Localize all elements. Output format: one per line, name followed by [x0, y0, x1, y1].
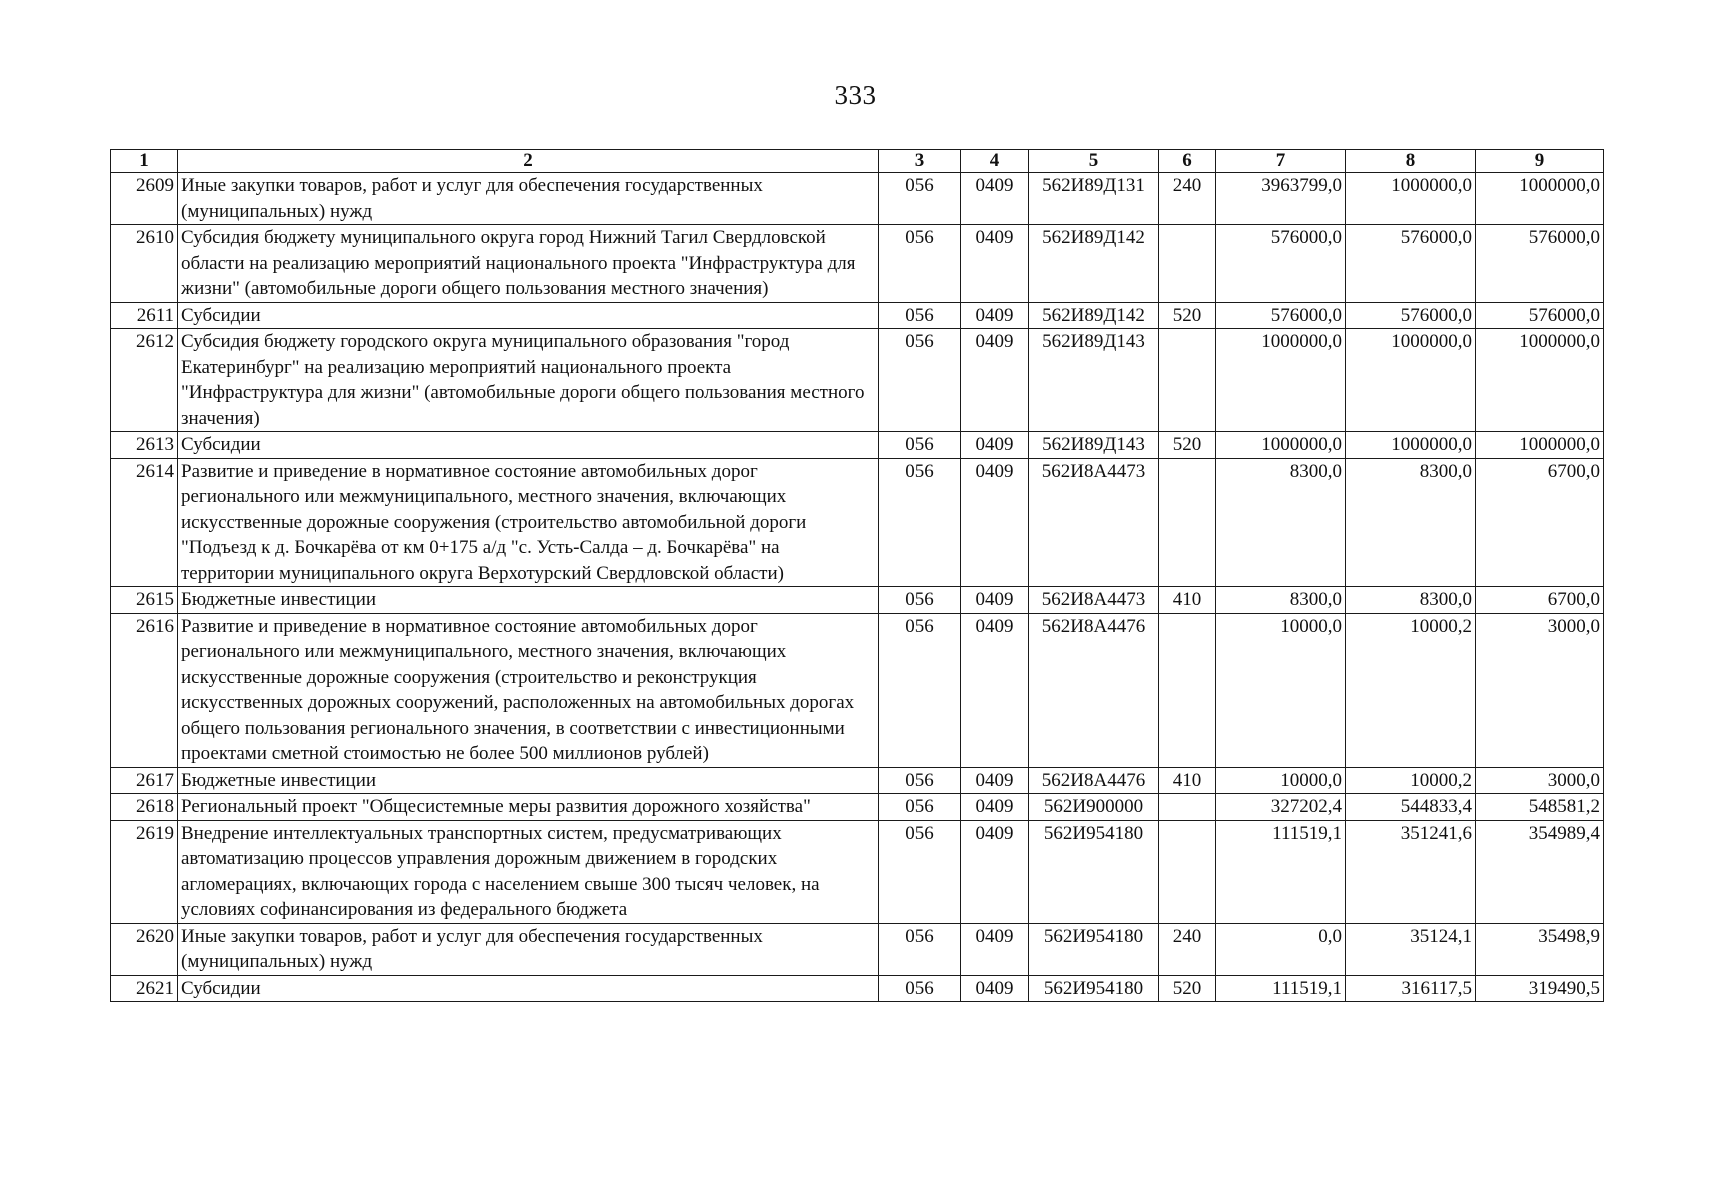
row-col6: [1159, 794, 1216, 821]
row-amount-8: 576000,0: [1346, 302, 1476, 329]
row-col6: [1159, 458, 1216, 587]
row-description: Субсидии: [178, 302, 879, 329]
row-amount-9: 319490,5: [1476, 975, 1604, 1002]
header-row: [111, 150, 1604, 173]
row-col5: 562И89Д143: [1029, 432, 1159, 459]
table-row: [111, 820, 1604, 923]
row-col5: 562И89Д131: [1029, 173, 1159, 225]
row-amount-8: 351241,6: [1346, 820, 1476, 923]
row-col3: 056: [879, 587, 961, 614]
row-col6: 410: [1159, 587, 1216, 614]
row-col5: 562И8А4473: [1029, 587, 1159, 614]
row-amount-9: 3000,0: [1476, 767, 1604, 794]
row-amount-9: 6700,0: [1476, 458, 1604, 587]
row-amount-8: 576000,0: [1346, 225, 1476, 303]
table-row: [111, 173, 1604, 225]
row-amount-7: 0,0: [1216, 923, 1346, 975]
row-amount-7: 327202,4: [1216, 794, 1346, 821]
row-description: Бюджетные инвестиции: [178, 587, 879, 614]
table-row: [111, 923, 1604, 975]
row-number: 2613: [111, 432, 178, 459]
row-number: 2614: [111, 458, 178, 587]
row-col4: 0409: [961, 458, 1029, 587]
row-col3: 056: [879, 173, 961, 225]
row-col5: 562И954180: [1029, 820, 1159, 923]
row-amount-9: 1000000,0: [1476, 432, 1604, 459]
column-header: 1: [111, 150, 178, 173]
row-amount-7: 1000000,0: [1216, 329, 1346, 432]
row-col6: 240: [1159, 923, 1216, 975]
row-description: Развитие и приведение в нормативное состояние автомобильных дорог регионального или межмуниципального, местного значения, включающих искусственные дорожные сооружения (строительство и реконструкция искусственных дорожных сооружений, расположенных на автомобильных дорогах общего пользования регионального значения, в соответствии с инвестиционными проектами сметной стоимостью не более 500 миллионов рублей): [178, 613, 879, 767]
row-amount-7: 3963799,0: [1216, 173, 1346, 225]
row-amount-7: 576000,0: [1216, 302, 1346, 329]
row-col5: 562И8А4476: [1029, 613, 1159, 767]
row-amount-8: 10000,2: [1346, 613, 1476, 767]
row-amount-8: 1000000,0: [1346, 329, 1476, 432]
table-row: [111, 767, 1604, 794]
row-amount-8: 544833,4: [1346, 794, 1476, 821]
row-col3: 056: [879, 794, 961, 821]
row-amount-7: 8300,0: [1216, 458, 1346, 587]
row-amount-8: 1000000,0: [1346, 173, 1476, 225]
row-col4: 0409: [961, 767, 1029, 794]
row-amount-7: 1000000,0: [1216, 432, 1346, 459]
row-col5: 562И954180: [1029, 923, 1159, 975]
row-col3: 056: [879, 820, 961, 923]
row-amount-7: 10000,0: [1216, 613, 1346, 767]
row-col3: 056: [879, 329, 961, 432]
column-header: 7: [1216, 150, 1346, 173]
row-col5: 562И8А4476: [1029, 767, 1159, 794]
row-amount-8: 316117,5: [1346, 975, 1476, 1002]
row-col5: 562И8А4473: [1029, 458, 1159, 587]
row-col3: 056: [879, 975, 961, 1002]
row-col4: 0409: [961, 225, 1029, 303]
row-description: Развитие и приведение в нормативное состояние автомобильных дорог регионального или межмуниципального, местного значения, включающих искусственные дорожные сооружения (строительство автомобильной дороги "Подъезд к д. Бочкарёва от км 0+175 а/д "с. Усть-Салда – д. Бочкарёва" на территории муниципального округа Верхотурский Свердловской области): [178, 458, 879, 587]
row-amount-9: 1000000,0: [1476, 329, 1604, 432]
row-col6: [1159, 613, 1216, 767]
table-row: [111, 225, 1604, 303]
row-amount-7: 111519,1: [1216, 820, 1346, 923]
column-header: 3: [879, 150, 961, 173]
column-header: 5: [1029, 150, 1159, 173]
row-amount-7: 10000,0: [1216, 767, 1346, 794]
row-number: 2621: [111, 975, 178, 1002]
row-amount-9: 576000,0: [1476, 225, 1604, 303]
row-number: 2617: [111, 767, 178, 794]
row-description: Бюджетные инвестиции: [178, 767, 879, 794]
row-description: Субсидия бюджету городского округа муниципального образования "город Екатеринбург" на реализацию мероприятий национального проекта "Инфраструктура для жизни" (автомобильные дороги общего пользования местного значения): [178, 329, 879, 432]
row-col6: [1159, 329, 1216, 432]
row-col4: 0409: [961, 302, 1029, 329]
row-description: Субсидии: [178, 432, 879, 459]
row-col4: 0409: [961, 587, 1029, 614]
row-col3: 056: [879, 767, 961, 794]
row-number: 2618: [111, 794, 178, 821]
row-amount-8: 35124,1: [1346, 923, 1476, 975]
row-amount-7: 111519,1: [1216, 975, 1346, 1002]
row-col6: 240: [1159, 173, 1216, 225]
row-col3: 056: [879, 225, 961, 303]
row-col6: [1159, 225, 1216, 303]
row-col3: 056: [879, 923, 961, 975]
row-description: Субсидии: [178, 975, 879, 1002]
row-amount-9: 1000000,0: [1476, 173, 1604, 225]
row-amount-8: 10000,2: [1346, 767, 1476, 794]
table-row: [111, 458, 1604, 587]
column-header: 9: [1476, 150, 1604, 173]
row-description: Региональный проект "Общесистемные меры развития дорожного хозяйства": [178, 794, 879, 821]
table-row: [111, 975, 1604, 1002]
page-number: 333: [834, 80, 877, 110]
row-col4: 0409: [961, 975, 1029, 1002]
table-row: [111, 794, 1604, 821]
row-col5: 562И954180: [1029, 975, 1159, 1002]
row-number: 2616: [111, 613, 178, 767]
row-col3: 056: [879, 302, 961, 329]
row-col6: 520: [1159, 302, 1216, 329]
row-col5: 562И89Д142: [1029, 302, 1159, 329]
row-col3: 056: [879, 458, 961, 587]
row-amount-9: 6700,0: [1476, 587, 1604, 614]
row-col4: 0409: [961, 329, 1029, 432]
row-amount-9: 576000,0: [1476, 302, 1604, 329]
row-col4: 0409: [961, 820, 1029, 923]
row-amount-7: 576000,0: [1216, 225, 1346, 303]
table-body: [111, 173, 1604, 1002]
row-amount-7: 8300,0: [1216, 587, 1346, 614]
row-col5: 562И89Д142: [1029, 225, 1159, 303]
row-col5: 562И900000: [1029, 794, 1159, 821]
row-amount-8: 8300,0: [1346, 458, 1476, 587]
row-amount-9: 35498,9: [1476, 923, 1604, 975]
row-col5: 562И89Д143: [1029, 329, 1159, 432]
table-row: [111, 329, 1604, 432]
row-number: 2610: [111, 225, 178, 303]
row-col4: 0409: [961, 613, 1029, 767]
row-amount-8: 1000000,0: [1346, 432, 1476, 459]
row-number: 2609: [111, 173, 178, 225]
table-row: [111, 432, 1604, 459]
row-description: Внедрение интеллектуальных транспортных систем, предусматривающих автоматизацию процессов управления дорожным движением в городских агломерациях, включающих города с населением свыше 300 тысяч человек, на условиях софинансирования из федерального бюджета: [178, 820, 879, 923]
row-col6: [1159, 820, 1216, 923]
row-amount-8: 8300,0: [1346, 587, 1476, 614]
table-row: [111, 613, 1604, 767]
row-number: 2619: [111, 820, 178, 923]
row-number: 2611: [111, 302, 178, 329]
row-description: Субсидия бюджету муниципального округа город Нижний Тагил Свердловской области на реализацию мероприятий национального проекта "Инфраструктура для жизни" (автомобильные дороги общего пользования местного значения): [178, 225, 879, 303]
row-amount-9: 3000,0: [1476, 613, 1604, 767]
row-amount-9: 354989,4: [1476, 820, 1604, 923]
table-row: [111, 302, 1604, 329]
column-header: 2: [178, 150, 879, 173]
row-col6: 520: [1159, 432, 1216, 459]
column-header: 6: [1159, 150, 1216, 173]
row-number: 2615: [111, 587, 178, 614]
table-row: [111, 587, 1604, 614]
row-description: Иные закупки товаров, работ и услуг для обеспечения государственных (муниципальных) нужд: [178, 173, 879, 225]
row-col4: 0409: [961, 173, 1029, 225]
row-col6: 520: [1159, 975, 1216, 1002]
row-col4: 0409: [961, 794, 1029, 821]
column-header: 8: [1346, 150, 1476, 173]
row-number: 2620: [111, 923, 178, 975]
row-col3: 056: [879, 432, 961, 459]
row-amount-9: 548581,2: [1476, 794, 1604, 821]
row-col3: 056: [879, 613, 961, 767]
column-header: 4: [961, 150, 1029, 173]
row-description: Иные закупки товаров, работ и услуг для обеспечения государственных (муниципальных) нужд: [178, 923, 879, 975]
row-col4: 0409: [961, 432, 1029, 459]
row-col4: 0409: [961, 923, 1029, 975]
budget-table: [110, 149, 1604, 1002]
row-number: 2612: [111, 329, 178, 432]
row-col6: 410: [1159, 767, 1216, 794]
